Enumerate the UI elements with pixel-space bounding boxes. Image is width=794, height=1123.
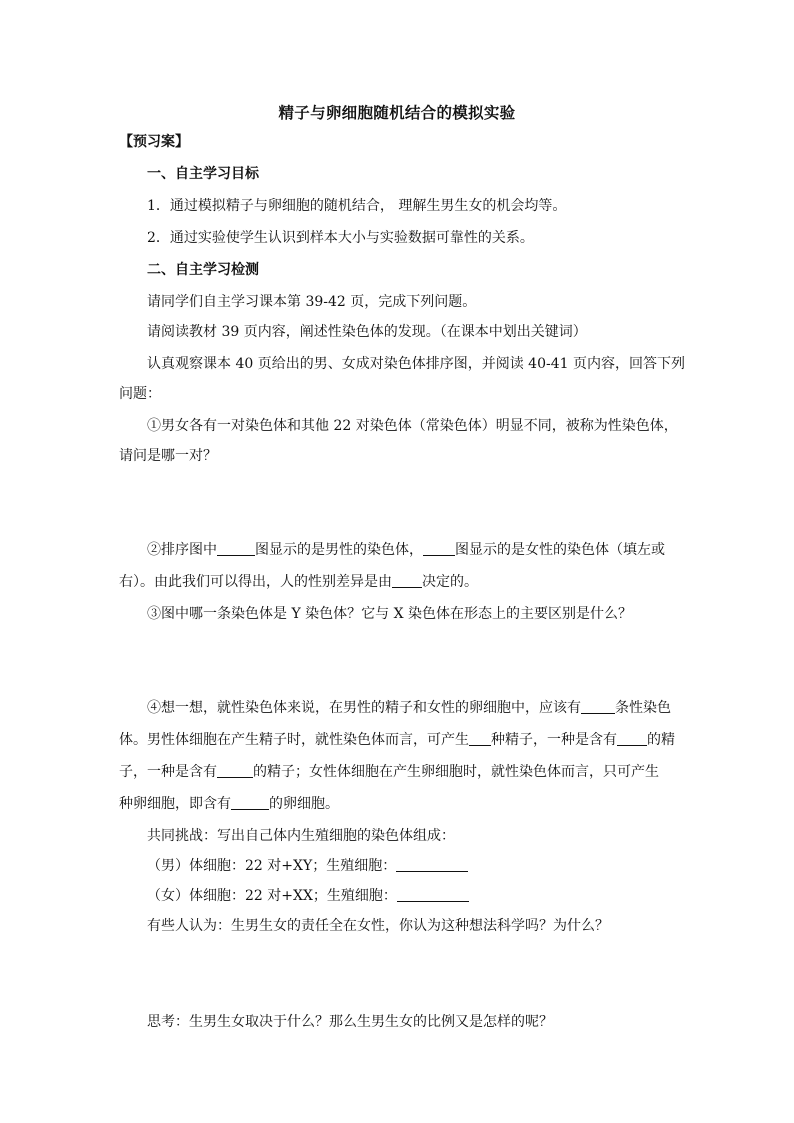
question-4-line-1: ④想一想，就性染色体来说，在男性的精子和女性的卵细胞中，应该有 条性染色 (147, 700, 671, 716)
blank-sperm-type-2[interactable] (217, 763, 253, 778)
section-preview-label: 【预习案】 (119, 134, 189, 150)
question-5: 有些人认为：生男生女的责任全在女性，你认为这种想法科学吗？为什么？ (147, 918, 609, 934)
blank-sperm-type-1[interactable] (617, 731, 647, 746)
blank-sperm-kinds[interactable] (469, 731, 491, 746)
question-1-line-2: 请问是哪一对？ (119, 448, 217, 464)
blank-male-side[interactable] (217, 541, 255, 556)
instruction-paragraph-3-line-1: 认真观察课本 40 页给出的男、女成对染色体排序图，并阅读 40-41 页内容，回答下列 (147, 356, 685, 372)
question-2-line-1: ②排序图中 图显示的是男性的染色体， 图显示的是女性的染色体（填左或 (147, 542, 665, 558)
blank-sex-determinant[interactable] (392, 573, 422, 588)
think-question: 思考：生男生女取决于什么？那么生男生女的比例又是怎样的呢？ (147, 1014, 553, 1030)
blank-male-germ-cell[interactable] (396, 857, 468, 872)
male-chromosome-line: （男）体细胞：22 对+XY；生殖细胞： (147, 856, 468, 876)
instruction-paragraph-3-line-2: 问题： (119, 386, 161, 402)
instruction-paragraph-1: 请同学们自主学习课本第 39-42 页，完成下列问题。 (147, 294, 477, 310)
page-title: 精子与卵细胞随机结合的模拟实验 (278, 103, 516, 122)
blank-chromosome-count[interactable] (581, 699, 615, 714)
instruction-paragraph-2: 请阅读教材 39 页内容，阐述性染色体的发现。（在课本中划出关键词） (147, 324, 587, 340)
female-chromosome-line: （女）体细胞：22 对+XX；生殖细胞： (147, 886, 469, 906)
challenge-prompt: 共同挑战：写出自己体内生殖细胞的染色体组成： (147, 828, 455, 844)
goal-item-2: 2．通过实验使学生认识到样本大小与实验数据可靠性的关系。 (147, 230, 534, 246)
question-3: ③图中哪一条染色体是 Y 染色体？它与 X 染色体在形态上的主要区别是什么？ (147, 606, 633, 622)
heading-self-check: 二、自主学习检测 (147, 262, 259, 278)
question-1-line-1: ①男女各有一对染色体和其他 22 对染色体（常染色体）明显不同，被称为性染色体， (147, 418, 678, 434)
question-2-line-2: 右）。由此我们可以得出，人的性别差异是由 决定的。 (119, 574, 478, 590)
blank-egg-type[interactable] (231, 795, 269, 810)
question-4-line-3: 子，一种是含有 的精子；女性体细胞在产生卵细胞时，就性染色体而言，只可产生 (119, 764, 659, 780)
question-4-line-2: 体。男性体细胞在产生精子时，就性染色体而言，可产生 种精子，一种是含有 的精 (119, 732, 675, 748)
heading-learning-goals: 一、自主学习目标 (147, 166, 259, 182)
question-4-line-4: 种卵细胞，即含有 的卵细胞。 (119, 796, 339, 812)
goal-item-1: 1．通过模拟精子与卵细胞的随机结合， 理解生男生女的机会均等。 (147, 198, 567, 214)
blank-female-side[interactable] (423, 541, 455, 556)
blank-female-germ-cell[interactable] (397, 887, 469, 902)
